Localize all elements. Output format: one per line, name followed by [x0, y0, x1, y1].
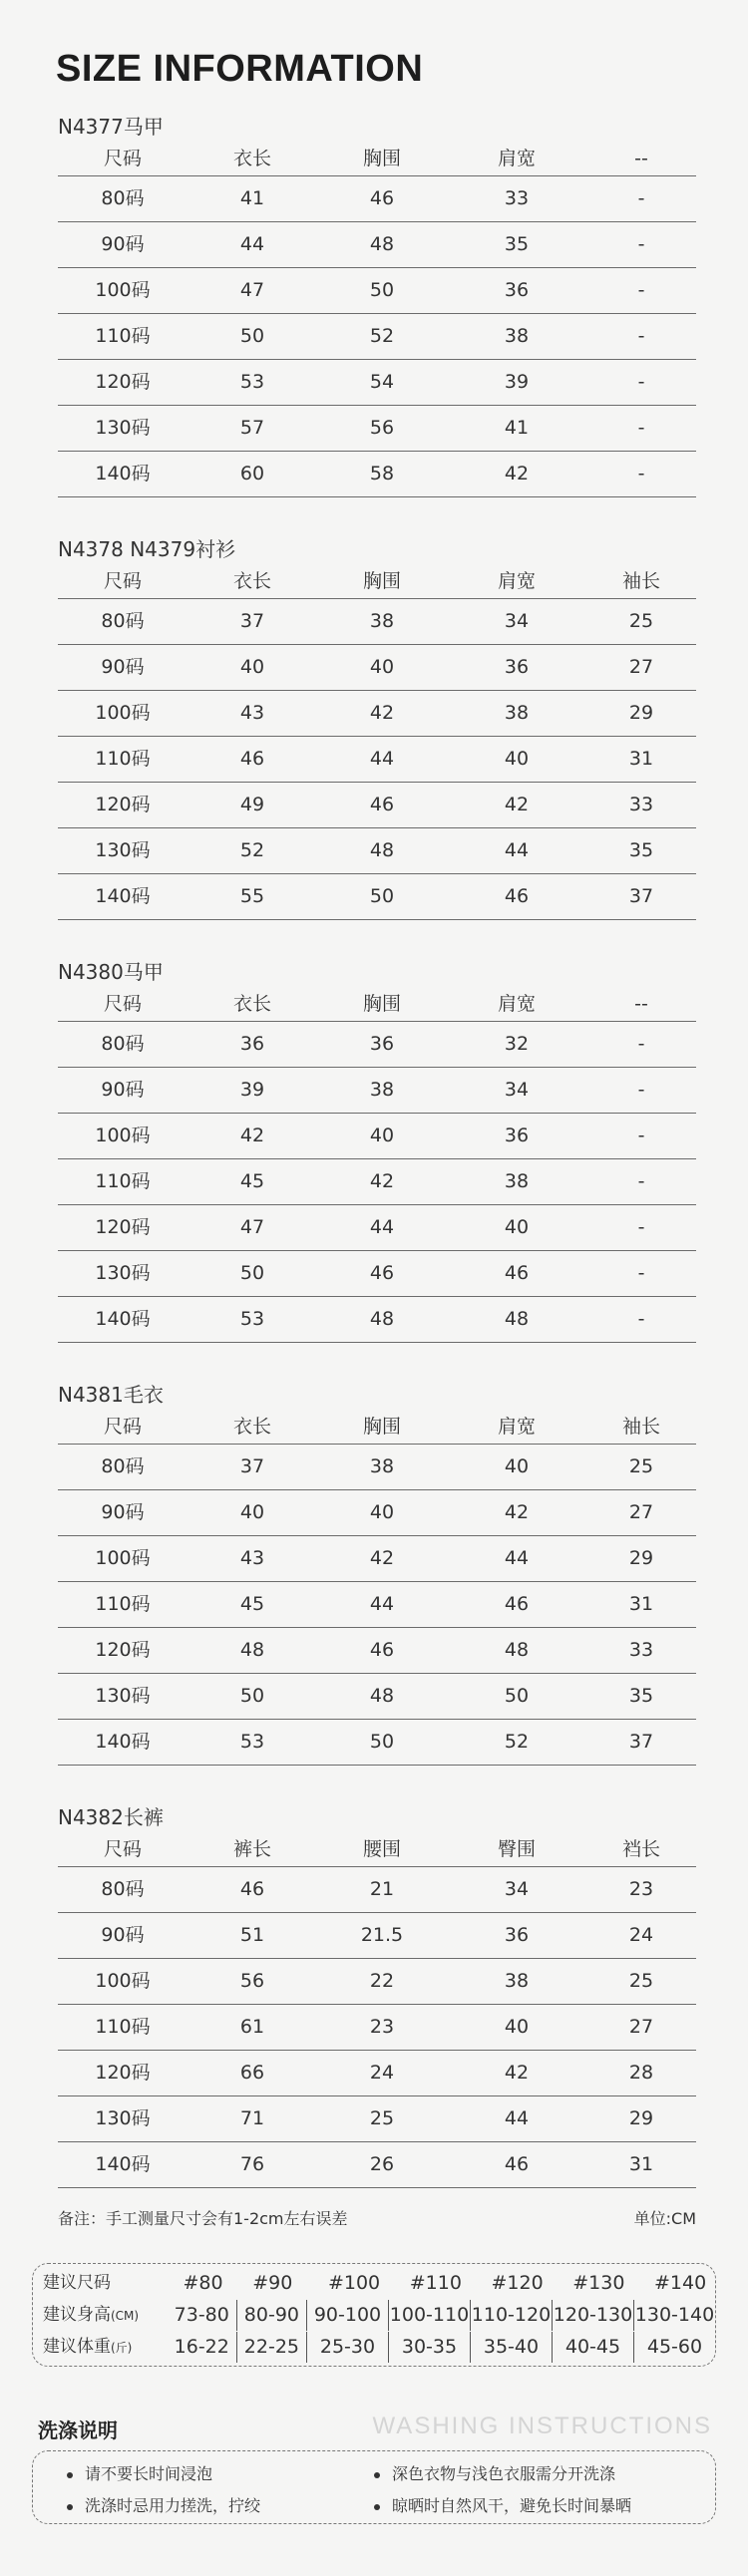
- bullet-icon: [374, 2472, 380, 2478]
- product-size-table: [58, 534, 696, 920]
- table-cell: 120码: [95, 371, 151, 393]
- table-cell: 42: [504, 1501, 530, 1523]
- table-cell: 80码: [101, 1455, 145, 1477]
- table-cell: 25: [628, 1970, 654, 1992]
- table-cell: 44: [504, 2107, 530, 2129]
- page-title: SIZE INFORMATION: [56, 48, 424, 90]
- recommend-height: 130-140: [633, 2300, 715, 2331]
- washing-item: 晾晒时自然风干，避免长时间暴晒: [374, 2493, 631, 2516]
- table-cell: 42: [504, 463, 530, 484]
- table-row: [58, 1296, 696, 1343]
- table-row: [58, 1627, 696, 1673]
- table-cell: 80码: [101, 1878, 145, 1900]
- table-cell: 140码: [95, 1731, 151, 1753]
- column-header: 尺码: [103, 148, 142, 169]
- product-size-table: [58, 1802, 696, 2188]
- table-cell: 45: [239, 1593, 265, 1615]
- table-cell: 50: [239, 1262, 265, 1284]
- table-cell: 80码: [101, 1033, 145, 1055]
- table-row: [58, 782, 696, 827]
- table-cell: 33: [628, 794, 654, 815]
- table-header-row: [58, 142, 696, 175]
- recommend-size: #130: [572, 2272, 625, 2294]
- table-row: [58, 221, 696, 267]
- table-cell: 54: [369, 371, 395, 393]
- table-cell: 46: [504, 885, 530, 907]
- table-cell: 36: [239, 1033, 265, 1055]
- table-cell: 110码: [95, 1593, 151, 1615]
- table-cell: 39: [504, 371, 530, 393]
- table-cell: 24: [628, 1924, 654, 1946]
- recommend-weight: 22-25: [236, 2332, 306, 2363]
- table-cell: 35: [504, 233, 530, 255]
- table-cell: 21.5: [360, 1924, 404, 1946]
- table-row: [58, 1444, 696, 1489]
- table-cell: 50: [239, 1685, 265, 1707]
- table-cell: 38: [369, 1079, 395, 1101]
- table-cell: 140码: [95, 463, 151, 484]
- weight-unit: (斤): [111, 2341, 133, 2355]
- table-header-row: [58, 564, 696, 598]
- table-cell: 44: [369, 1216, 395, 1238]
- table-cell: 140码: [95, 2153, 151, 2175]
- table-cell: 56: [239, 1970, 265, 1992]
- table-cell: 47: [239, 1216, 265, 1238]
- table-cell: 110码: [95, 2016, 151, 2038]
- table-row: [58, 1958, 696, 2004]
- product-size-table: [58, 1380, 696, 1766]
- height-unit: (CM): [111, 2309, 140, 2323]
- table-row: [58, 2141, 696, 2188]
- column-header: 臀围: [497, 1838, 536, 1860]
- table-row: [58, 1535, 696, 1581]
- table-cell: 58: [369, 463, 395, 484]
- table-row: [58, 2095, 696, 2141]
- table-cell: 130码: [95, 1262, 151, 1284]
- table-cell: 31: [628, 1593, 654, 1615]
- table-cell: 33: [628, 1639, 654, 1661]
- table-cell: 40: [504, 748, 530, 770]
- table-cell: 48: [504, 1308, 530, 1330]
- table-cell: 26: [369, 2153, 395, 2175]
- table-cell: 46: [504, 1593, 530, 1615]
- table-cell: 46: [239, 748, 265, 770]
- table-cell: 52: [239, 839, 265, 861]
- recommend-weight: 25-30: [306, 2332, 388, 2363]
- table-cell: 44: [369, 1593, 395, 1615]
- recommend-size: #80: [183, 2272, 223, 2294]
- table-cell: 40: [239, 656, 265, 678]
- table-cell: 90码: [101, 233, 145, 255]
- table-cell: -: [637, 1033, 645, 1055]
- table-cell: 39: [239, 1079, 265, 1101]
- recommend-height: 120-130: [552, 2300, 633, 2331]
- table-cell: -: [637, 1308, 645, 1330]
- table-cell: 48: [369, 233, 395, 255]
- column-header: --: [634, 148, 648, 169]
- washing-box: [32, 2450, 716, 2524]
- table-cell: -: [637, 187, 645, 209]
- measurement-note: 备注：手工测量尺寸会有1-2cm左右误差: [58, 2209, 348, 2228]
- recommend-weight: 35-40: [470, 2332, 552, 2363]
- table-cell: 130码: [95, 839, 151, 861]
- column-header: 肩宽: [497, 570, 536, 592]
- table-cell: 40: [504, 1216, 530, 1238]
- table-cell: -: [637, 233, 645, 255]
- table-cell: 35: [628, 1685, 654, 1707]
- recommend-size-label: 建议尺码: [43, 2273, 111, 2293]
- table-cell: 40: [369, 1501, 395, 1523]
- table-cell: 80码: [101, 187, 145, 209]
- table-cell: 140码: [95, 885, 151, 907]
- recommend-size: #90: [252, 2272, 293, 2294]
- table-cell: 44: [504, 1547, 530, 1569]
- column-header: 胸围: [362, 1416, 401, 1438]
- table-row: [58, 1021, 696, 1067]
- recommend-height: 80-90: [236, 2300, 306, 2331]
- recommend-height-row: [33, 2300, 715, 2331]
- table-row: [58, 1489, 696, 1535]
- table-row: [58, 644, 696, 690]
- bullet-icon: [67, 2504, 73, 2510]
- table-cell: 40: [504, 1455, 530, 1477]
- table-cell: 80码: [101, 610, 145, 632]
- table-cell: 42: [369, 702, 395, 724]
- table-cell: 110码: [95, 1170, 151, 1192]
- table-cell: 23: [369, 2016, 395, 2038]
- table-cell: 40: [239, 1501, 265, 1523]
- table-cell: 66: [239, 2062, 265, 2084]
- table-row: [58, 598, 696, 644]
- recommend-height: 90-100: [306, 2300, 388, 2331]
- table-cell: 41: [239, 187, 265, 209]
- table-cell: 38: [369, 1455, 395, 1477]
- recommend-weight: 16-22: [174, 2336, 229, 2358]
- table-cell: 45: [239, 1170, 265, 1192]
- table-cell: 44: [504, 839, 530, 861]
- table-cell: 71: [239, 2107, 265, 2129]
- table-cell: 33: [504, 187, 530, 209]
- table-row: [58, 1673, 696, 1719]
- bullet-icon: [374, 2504, 380, 2510]
- table-cell: 60: [239, 463, 265, 484]
- table-cell: 55: [239, 885, 265, 907]
- table-cell: 46: [504, 2153, 530, 2175]
- recommend-height-label: 建议身高(CM): [43, 2305, 140, 2325]
- table-cell: 36: [369, 1033, 395, 1055]
- column-header: 衣长: [232, 148, 271, 169]
- table-cell: 50: [369, 279, 395, 301]
- recommend-height: 100-110: [388, 2300, 470, 2331]
- table-cell: -: [637, 1170, 645, 1192]
- table-cell: 38: [504, 1970, 530, 1992]
- table-cell: 130码: [95, 417, 151, 439]
- table-cell: 40: [369, 1125, 395, 1146]
- table-cell: 46: [369, 1262, 395, 1284]
- bullet-icon: [67, 2472, 73, 2478]
- table-cell: 23: [628, 1878, 654, 1900]
- table-cell: 34: [504, 1079, 530, 1101]
- washing-title-en: WASHING INSTRUCTIONS: [372, 2413, 712, 2439]
- table-row: [58, 175, 696, 221]
- table-row: [58, 1067, 696, 1113]
- table-row: [58, 873, 696, 920]
- table-cell: 36: [504, 1924, 530, 1946]
- table-cell: -: [637, 279, 645, 301]
- table-cell: 40: [369, 656, 395, 678]
- column-header: 胸围: [362, 148, 401, 169]
- recommend-weight: 45-60: [633, 2332, 715, 2363]
- product-size-table: [58, 957, 696, 1343]
- column-header: 衣长: [232, 1416, 271, 1438]
- table-cell: 24: [369, 2062, 395, 2084]
- table-cell: 90码: [101, 1501, 145, 1523]
- table-cell: 53: [239, 1731, 265, 1753]
- table-cell: 76: [239, 2153, 265, 2175]
- table-cell: 110码: [95, 748, 151, 770]
- table-cell: 34: [504, 1878, 530, 1900]
- table-cell: 31: [628, 748, 654, 770]
- table-cell: 100码: [95, 1970, 151, 1992]
- table-cell: 61: [239, 2016, 265, 2038]
- table-row: [58, 267, 696, 313]
- table-cell: 42: [369, 1170, 395, 1192]
- table-cell: 48: [369, 1685, 395, 1707]
- table-row: [58, 690, 696, 736]
- washing-item: 请不要长时间浸泡: [67, 2461, 212, 2484]
- product-title: N4378 N4379衬衫: [58, 537, 236, 561]
- table-header-row: [58, 1832, 696, 1866]
- table-cell: 37: [628, 885, 654, 907]
- table-row: [58, 2050, 696, 2095]
- table-row: [58, 1866, 696, 1912]
- table-row: [58, 1250, 696, 1296]
- table-cell: 120码: [95, 1639, 151, 1661]
- column-header: 裤长: [232, 1838, 271, 1860]
- table-row: [58, 2004, 696, 2050]
- column-header: 衣长: [232, 993, 271, 1015]
- table-cell: 37: [239, 1455, 265, 1477]
- table-cell: 53: [239, 371, 265, 393]
- table-cell: 48: [369, 1308, 395, 1330]
- table-cell: 37: [239, 610, 265, 632]
- table-cell: 50: [369, 1731, 395, 1753]
- table-cell: -: [637, 371, 645, 393]
- table-cell: 46: [504, 1262, 530, 1284]
- product-title: N4380马甲: [58, 960, 164, 984]
- table-cell: 25: [369, 2107, 395, 2129]
- table-cell: 90码: [101, 1924, 145, 1946]
- table-cell: 21: [369, 1878, 395, 1900]
- table-header-row: [58, 987, 696, 1021]
- table-cell: 42: [504, 794, 530, 815]
- table-cell: 90码: [101, 656, 145, 678]
- washing-item: 洗涤时忌用力搓洗，拧绞: [67, 2493, 260, 2516]
- table-cell: 110码: [95, 325, 151, 347]
- table-cell: -: [637, 1125, 645, 1146]
- table-cell: 100码: [95, 279, 151, 301]
- recommend-size: #140: [654, 2272, 707, 2294]
- table-row: [58, 359, 696, 405]
- table-cell: 120码: [95, 1216, 151, 1238]
- table-cell: 28: [628, 2062, 654, 2084]
- column-header: 尺码: [103, 1416, 142, 1438]
- table-cell: 48: [369, 839, 395, 861]
- table-cell: 130码: [95, 1685, 151, 1707]
- table-cell: 29: [628, 1547, 654, 1569]
- table-cell: 100码: [95, 702, 151, 724]
- column-header: 裆长: [621, 1838, 660, 1860]
- table-cell: 90码: [101, 1079, 145, 1101]
- recommend-size: #110: [409, 2272, 462, 2294]
- column-header: 尺码: [103, 993, 142, 1015]
- table-cell: 27: [628, 1501, 654, 1523]
- column-header: 衣长: [232, 570, 271, 592]
- table-row: [58, 1912, 696, 1958]
- recommend-weight: 40-45: [552, 2332, 633, 2363]
- table-row: [58, 1204, 696, 1250]
- table-row: [58, 405, 696, 451]
- table-cell: -: [637, 1216, 645, 1238]
- table-cell: 46: [369, 187, 395, 209]
- table-cell: 36: [504, 656, 530, 678]
- table-cell: 38: [504, 702, 530, 724]
- table-cell: 44: [369, 748, 395, 770]
- table-cell: 48: [504, 1639, 530, 1661]
- table-cell: -: [637, 463, 645, 484]
- product-title: N4381毛衣: [58, 1383, 164, 1407]
- table-cell: 43: [239, 702, 265, 724]
- table-cell: -: [637, 325, 645, 347]
- washing-title: 洗涤说明: [38, 2418, 118, 2442]
- product-title: N4382长裤: [58, 1805, 164, 1829]
- table-cell: 42: [369, 1547, 395, 1569]
- column-header: 肩宽: [497, 993, 536, 1015]
- table-cell: 46: [369, 794, 395, 815]
- table-cell: 50: [504, 1685, 530, 1707]
- column-header: 尺码: [103, 570, 142, 592]
- table-row: [58, 1581, 696, 1627]
- product-title: N4377马甲: [58, 115, 164, 139]
- table-row: [58, 827, 696, 873]
- column-header: 肩宽: [497, 148, 536, 169]
- table-cell: 50: [239, 325, 265, 347]
- table-cell: 35: [628, 839, 654, 861]
- recommend-height: 73-80: [174, 2304, 229, 2326]
- table-cell: 120码: [95, 794, 151, 815]
- table-row: [58, 451, 696, 497]
- table-cell: 32: [504, 1033, 530, 1055]
- table-cell: 48: [239, 1639, 265, 1661]
- table-cell: 47: [239, 279, 265, 301]
- column-header: 袖长: [621, 1416, 660, 1438]
- table-cell: 36: [504, 1125, 530, 1146]
- table-cell: 38: [504, 1170, 530, 1192]
- column-header: --: [634, 993, 648, 1015]
- column-header: 肩宽: [497, 1416, 536, 1438]
- table-cell: 53: [239, 1308, 265, 1330]
- table-cell: 140码: [95, 1308, 151, 1330]
- table-cell: 36: [504, 279, 530, 301]
- unit-note: 单位:CM: [633, 2209, 696, 2228]
- table-cell: 50: [369, 885, 395, 907]
- recommend-size-row: [33, 2268, 715, 2299]
- table-cell: 41: [504, 417, 530, 439]
- washing-item: 深色衣物与浅色衣服需分开洗涤: [374, 2461, 615, 2484]
- recommend-size: #100: [327, 2272, 381, 2294]
- table-cell: 40: [504, 2016, 530, 2038]
- table-cell: 29: [628, 2107, 654, 2129]
- table-cell: 31: [628, 2153, 654, 2175]
- table-cell: 43: [239, 1547, 265, 1569]
- table-cell: 52: [369, 325, 395, 347]
- table-cell: 56: [369, 417, 395, 439]
- table-cell: 27: [628, 2016, 654, 2038]
- recommend-weight-label: 建议体重(斤): [43, 2337, 133, 2357]
- table-cell: 100码: [95, 1547, 151, 1569]
- column-header: 袖长: [621, 570, 660, 592]
- recommend-height: 110-120: [470, 2300, 552, 2331]
- table-cell: 130码: [95, 2107, 151, 2129]
- column-header: 腰围: [362, 1838, 401, 1860]
- table-cell: 22: [369, 1970, 395, 1992]
- column-header: 胸围: [362, 570, 401, 592]
- table-row: [58, 1113, 696, 1158]
- table-cell: 42: [504, 2062, 530, 2084]
- table-header-row: [58, 1410, 696, 1444]
- table-row: [58, 313, 696, 359]
- table-cell: 29: [628, 702, 654, 724]
- table-cell: 46: [369, 1639, 395, 1661]
- table-cell: 25: [628, 1455, 654, 1477]
- table-row: [58, 1158, 696, 1204]
- table-cell: -: [637, 1079, 645, 1101]
- recommend-weight: 30-35: [388, 2332, 470, 2363]
- column-header: 尺码: [103, 1838, 142, 1860]
- table-cell: 120码: [95, 2062, 151, 2084]
- table-cell: 38: [369, 610, 395, 632]
- table-cell: 38: [504, 325, 530, 347]
- table-cell: 46: [239, 1878, 265, 1900]
- table-cell: 49: [239, 794, 265, 815]
- table-row: [58, 1719, 696, 1766]
- column-header: 胸围: [362, 993, 401, 1015]
- recommend-size: #120: [491, 2272, 544, 2294]
- table-cell: 34: [504, 610, 530, 632]
- table-cell: 57: [239, 417, 265, 439]
- table-cell: 51: [239, 1924, 265, 1946]
- table-cell: 25: [628, 610, 654, 632]
- recommendation-box: [32, 2263, 716, 2367]
- table-cell: 52: [504, 1731, 530, 1753]
- recommend-weight-row: [33, 2332, 715, 2363]
- product-size-table: [58, 112, 696, 497]
- table-cell: -: [637, 1262, 645, 1284]
- table-cell: 100码: [95, 1125, 151, 1146]
- table-cell: 42: [239, 1125, 265, 1146]
- table-cell: 27: [628, 656, 654, 678]
- table-cell: -: [637, 417, 645, 439]
- table-cell: 44: [239, 233, 265, 255]
- table-cell: 37: [628, 1731, 654, 1753]
- table-row: [58, 736, 696, 782]
